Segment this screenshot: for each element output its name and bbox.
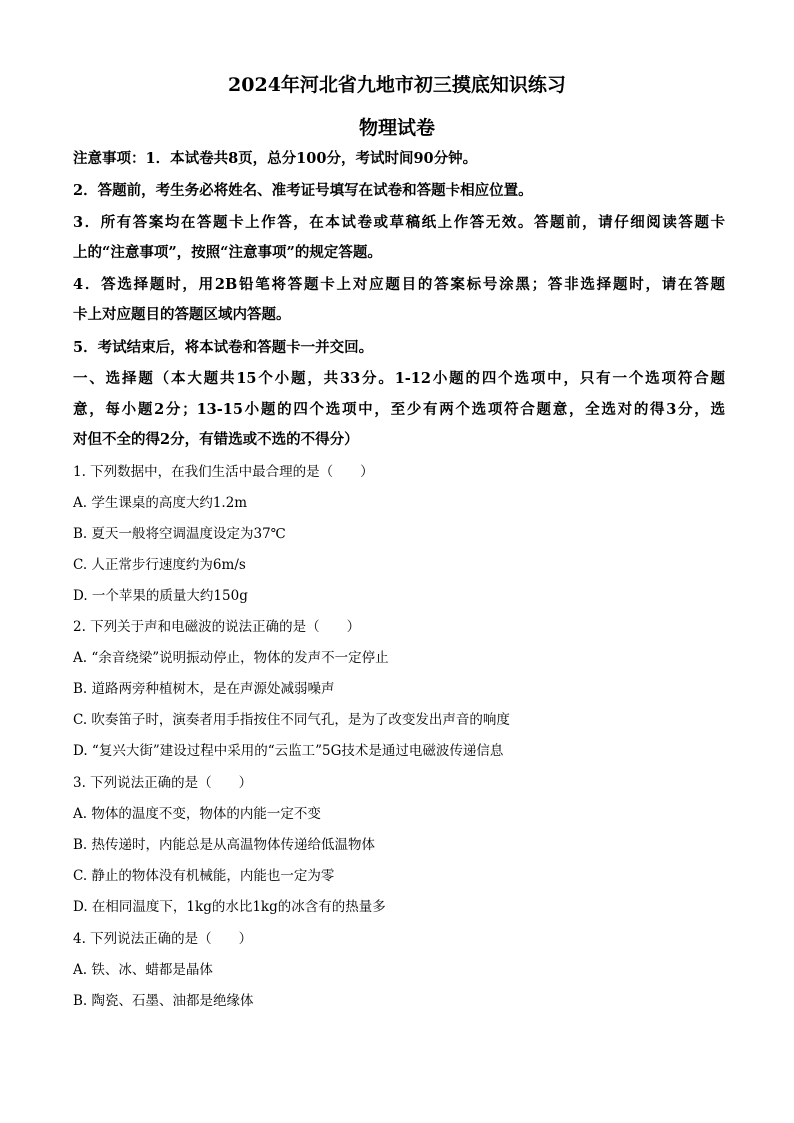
option-a: A. “余音绕梁”说明振动停止，物体的发声不一定停止 bbox=[73, 650, 389, 666]
section-line: 意，每小题2分；13-15小题的四个选项中，至少有两个选项符合题意，全选对的得3分，选 bbox=[73, 401, 725, 418]
question-stem: 1. 下列数据中，在我们生活中最合理的是（ ） bbox=[73, 464, 374, 480]
option-a: A. 学生课桌的高度大约1.2m bbox=[73, 495, 248, 511]
note-line: 2．答题前，考生务必将姓名、准考证号填写在试卷和答题卡相应位置。 bbox=[73, 182, 533, 199]
option-d: D. “复兴大街”建设过程中采用的“云监工”5G技术是通过电磁波传递信息 bbox=[73, 743, 504, 759]
section-line: 对但不全的得2分，有错选或不选的不得分） bbox=[73, 431, 359, 448]
note-line: 5．考试结束后，将本试卷和答题卡一并交回。 bbox=[73, 339, 374, 356]
exam-subtitle: 物理试卷 bbox=[358, 117, 435, 139]
exam-title: 2024年河北省九地市初三摸底知识练习 bbox=[228, 74, 566, 96]
note-line: 上的“注意事项”，按照“注意事项”的规定答题。 bbox=[73, 244, 382, 261]
question-stem: 4. 下列说法正确的是（ ） bbox=[73, 931, 253, 947]
option-a: A. 物体的温度不变，物体的内能一定不变 bbox=[73, 806, 321, 822]
note-line: 注意事项：1．本试卷共8页，总分100分，考试时间90分钟。 bbox=[73, 150, 478, 167]
option-c: C. 吹奏笛子时，演奏者用手指按住不同气孔，是为了改变发出声音的响度 bbox=[73, 712, 510, 728]
question-stem: 2. 下列关于声和电磁波的说法正确的是（ ） bbox=[73, 619, 361, 635]
option-b: B. 道路两旁种植树木，是在声源处减弱噪声 bbox=[73, 681, 335, 697]
note-line: 3．所有答案均在答题卡上作答，在本试卷或草稿纸上作答无效。答题前，请仔细阅读答题卡 bbox=[73, 214, 725, 231]
option-b: B. 夏天一般将空调温度设定为37℃ bbox=[73, 526, 286, 542]
option-a: A. 铁、冰、蜡都是晶体 bbox=[73, 962, 213, 978]
option-b: B. 热传递时，内能总是从高温物体传递给低温物体 bbox=[73, 837, 376, 853]
question-stem: 3. 下列说法正确的是（ ） bbox=[73, 775, 253, 791]
note-line: 4．答选择题时，用2B铅笔将答题卡上对应题目的答案标号涂黑；答非选择题时，请在答题 bbox=[73, 276, 725, 293]
section-line: 一、选择题（本大题共15个小题，共33分。1-12小题的四个选项中，只有一个选项符合题 bbox=[73, 370, 725, 387]
option-c: C. 人正常步行速度约为6m/s bbox=[73, 557, 246, 573]
option-c: C. 静止的物体没有机械能，内能也一定为零 bbox=[73, 868, 335, 884]
note-line: 卡上对应题目的答题区域内答题。 bbox=[73, 306, 291, 323]
option-d: D. 一个苹果的质量大约150g bbox=[73, 588, 248, 604]
option-b: B. 陶瓷、石墨、油都是绝缘体 bbox=[73, 993, 254, 1009]
option-d: D. 在相同温度下，1kg的水比1kg的冰含有的热量多 bbox=[73, 899, 386, 915]
